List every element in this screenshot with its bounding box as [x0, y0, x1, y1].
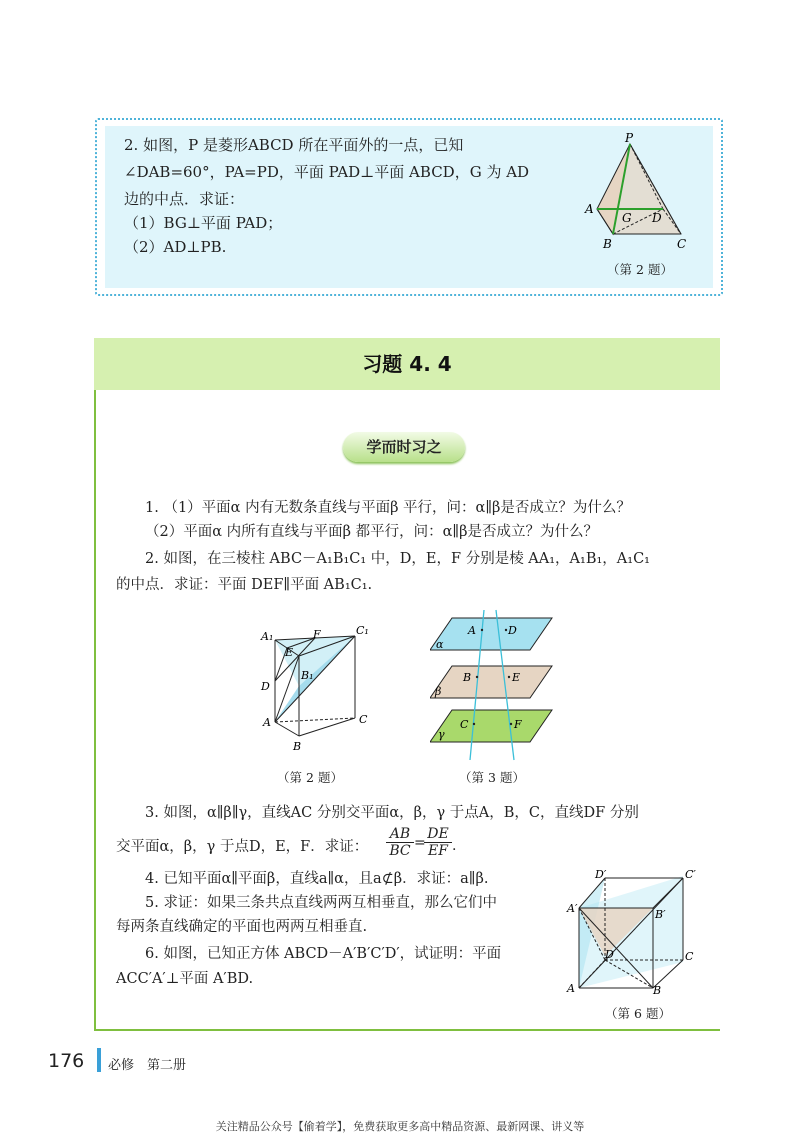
- pyramid-label-a: A: [585, 202, 594, 216]
- prism-label-b1: B₁: [301, 669, 314, 682]
- fig2-caption: （第 2 题）: [277, 770, 343, 785]
- pyramid-label-g: G: [622, 211, 632, 225]
- frac1-numerator: AB: [389, 826, 411, 842]
- prism-label-c: C: [359, 713, 368, 726]
- prism-label-a1: A₁: [261, 630, 274, 643]
- cube-label-d: D: [605, 948, 614, 961]
- planes-label-beta: β: [435, 685, 442, 698]
- example-line-5: （2）AD⊥PB.: [124, 238, 227, 256]
- problem-2b: 的中点．求证：平面 DEF∥平面 AB₁C₁.: [116, 577, 373, 593]
- example-figure-caption: （第 2 题）: [607, 262, 673, 277]
- pyramid-label-b: B: [603, 237, 612, 251]
- problem-5b: 每两条直线确定的平面也两两互相垂直.: [116, 919, 368, 935]
- problem-6b: ACC′A′⊥平面 A′BD.: [116, 971, 254, 987]
- planes-label-d: D: [508, 624, 517, 637]
- fraction-de-ef: [424, 826, 452, 859]
- period: .: [452, 838, 457, 854]
- example-line-3: 边的中点．求证：: [124, 190, 245, 208]
- prism-label-b: B: [293, 740, 302, 753]
- cube-label-a1: A′: [567, 902, 578, 915]
- prism-label-a: A: [263, 716, 271, 729]
- example-line-1: 2. 如图，P 是菱形ABCD 所在平面外的一点，已知: [124, 136, 464, 154]
- frac2-denominator: EF: [424, 842, 452, 859]
- planes-figure: [430, 608, 555, 762]
- book-name: 必修 第二册: [108, 1058, 187, 1073]
- problem-6a: 6. 如图，已知正方体 ABCD－A′B′C′D′，试证明：平面: [145, 946, 502, 962]
- fig6-caption: （第 6 题）: [605, 1006, 671, 1021]
- pyramid-figure: [565, 132, 705, 254]
- problem-4: 4. 已知平面α∥平面β，直线a∥α，且a⊄β．求证：a∥β.: [145, 871, 489, 887]
- footer-note: 关注精品公众号【偷着学】，免费获取更多高中精品资源、最新网课、讲义等: [215, 1120, 585, 1133]
- pyramid-label-p: P: [625, 132, 634, 145]
- cube-label-b1: B′: [655, 908, 666, 921]
- planes-label-f: F: [514, 718, 522, 731]
- problem-5a: 5. 求证：如果三条共点直线两两互相垂直，那么它们中: [145, 895, 497, 911]
- prism-label-c1: C₁: [356, 626, 369, 637]
- example-line-2: ∠DAB=60°，PA=PD，平面 PAD⊥平面 ABCD，G 为 AD: [124, 163, 530, 181]
- prism-label-f: F: [313, 628, 321, 641]
- fraction-ab-bc: [386, 826, 414, 859]
- problem-2a: 2. 如图，在三棱柱 ABC－A₁B₁C₁ 中，D，E，F 分别是棱 AA₁，A₁B₁，A₁C₁: [145, 551, 650, 567]
- page-number-bar: [97, 1048, 101, 1072]
- cube-label-c1: C′: [685, 868, 696, 881]
- problem-1a: 1. （1）平面α 内有无数条直线与平面β 平行，问：α∥β是否成立？为什么？: [145, 500, 631, 516]
- page-number: 176: [48, 1050, 85, 1072]
- cube-label-d1: D′: [595, 868, 607, 881]
- problem-3b: 交平面α，β，γ 于点D，E，F．求证：: [116, 839, 369, 855]
- cube-label-a: A: [567, 982, 575, 995]
- planes-label-c: C: [460, 718, 469, 731]
- fig3-caption: （第 3 题）: [459, 770, 525, 785]
- planes-label-gamma: γ: [438, 728, 445, 741]
- planes-label-b: B: [463, 671, 472, 684]
- planes-label-alpha: α: [436, 638, 444, 651]
- prism-figure: [255, 626, 375, 756]
- pyramid-label-d: D: [652, 211, 662, 225]
- planes-label-e: E: [512, 671, 521, 684]
- equals-sign: =: [414, 835, 426, 851]
- cube-label-b: B: [653, 984, 662, 996]
- example-line-4: （1）BG⊥平面 PAD；: [124, 214, 283, 232]
- problem-3a: 3. 如图，α∥β∥γ，直线AC 分别交平面α，β，γ 于点A，B，C，直线DF 分别: [145, 805, 639, 821]
- prism-label-d: D: [261, 680, 270, 693]
- frac2-numerator: DE: [427, 826, 449, 842]
- cube-figure: [565, 868, 705, 996]
- problem-1b: （2）平面α 内所有直线与平面β 都平行，问：α∥β是否成立？为什么？: [145, 524, 598, 540]
- exercise-title: 习题 4. 4: [362, 352, 452, 376]
- planes-label-a: A: [468, 624, 476, 637]
- prism-label-e: E: [285, 646, 294, 659]
- exercise-subtitle: 学而时习之: [366, 438, 442, 456]
- cube-label-c: C: [685, 950, 694, 963]
- pyramid-label-c: C: [677, 237, 687, 251]
- frac1-denominator: BC: [386, 842, 414, 859]
